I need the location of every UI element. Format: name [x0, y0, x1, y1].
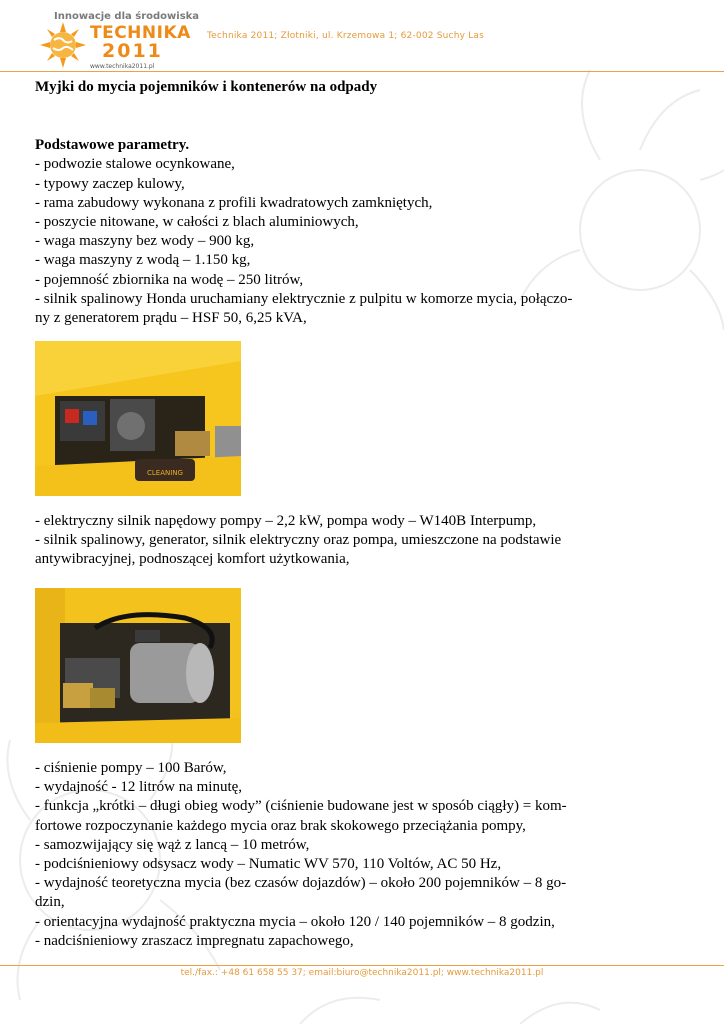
- list-item: - nadciśnieniowy zraszacz impregnatu zapachowego,: [35, 932, 354, 949]
- list-item: ny z generatorem prądu – HSF 50, 6,25 kVA,: [35, 310, 307, 327]
- parameter-list-1: [35, 155, 655, 328]
- header-address: Technika 2011; Złotniki, ul. Krzemowa 1; 62-002 Suchy Las: [207, 31, 485, 41]
- list-item: - wydajność - 12 litrów na minutę,: [35, 779, 243, 796]
- list-item: - typowy zaczep kulowy,: [35, 175, 185, 192]
- svg-text:CLEANING: CLEANING: [147, 469, 183, 477]
- list-item: - funkcja „krótki – długi obieg wody” (ciśnienie budowane jest w sposób ciągły) = kom-: [35, 798, 567, 815]
- list-item: - silnik spalinowy Honda uruchamiany elektrycznie z pulpitu w komorze mycia, połączo-: [35, 290, 573, 307]
- list-item: antywibracyjnej, podnoszącej komfort użytkowania,: [35, 551, 350, 568]
- list-item: - wydajność teoretyczna mycia (bez czasów dojazdów) – około 200 pojemników – 8 go-: [35, 875, 567, 892]
- list-item: - orientacyjna wydajność praktyczna mycia – około 120 / 140 pojemników – 8 godzin,: [35, 913, 555, 930]
- document-title: Myjki do mycia pojemników i kontenerów na odpady: [35, 79, 378, 95]
- list-item: - podciśnieniowy odsysacz wody – Numatic WV 570, 110 Voltów, AC 50 Hz,: [35, 856, 502, 873]
- technika-logo[interactable]: [40, 8, 200, 70]
- section-heading: Podstawowe parametry.: [35, 137, 190, 154]
- list-item: - rama zabudowy wykonana z profili kwadratowych zamkniętych,: [35, 194, 433, 211]
- logo-tagline: Innowacje dla środowiska: [54, 11, 200, 22]
- logo-url: www.technika2011.pl: [90, 63, 155, 70]
- list-item: fortowe rozpoczynanie każdego mycia oraz brak skokowego przeciążania pompy,: [35, 817, 526, 834]
- pump-motor-photo: [35, 588, 241, 743]
- sun-globe-icon: [40, 22, 86, 68]
- logo-year: 2011: [102, 40, 163, 62]
- list-item: - samozwijający się wąż z lancą – 10 metrów,: [35, 836, 310, 853]
- list-item: - pojemność zbiornika na wodę – 250 litrów,: [35, 271, 304, 288]
- list-item: - podwozie stalowe ocynkowane,: [35, 156, 235, 173]
- engine-compartment-photo: [35, 341, 241, 496]
- list-item: - poszycie nitowane, w całości z blach aluminiowych,: [35, 214, 359, 231]
- page-header: [0, 0, 724, 72]
- list-item: dzin,: [35, 894, 65, 911]
- list-item: - waga maszyny bez wody – 900 kg,: [35, 233, 255, 250]
- list-item: - elektryczny silnik napędowy pompy – 2,2 kW, pompa wody – W140B Interpump,: [35, 513, 537, 529]
- footer-divider: [0, 965, 724, 966]
- document-body: [35, 78, 655, 328]
- parameter-list-3: [35, 759, 655, 951]
- parameter-list-2: [35, 512, 655, 570]
- logo-name: TECHNIKA: [90, 23, 191, 43]
- list-item: - ciśnienie pompy – 100 Barów,: [35, 760, 227, 776]
- list-item: - waga maszyny z wodą – 1.150 kg,: [35, 252, 251, 269]
- footer-contact: tel./fax.: +48 61 658 55 37; email:biuro@technika2011.pl; www.technika2011.pl: [180, 968, 544, 978]
- list-item: - silnik spalinowy, generator, silnik elektryczny oraz pompa, umieszczone na podstawie: [35, 532, 562, 549]
- header-divider: [0, 71, 724, 72]
